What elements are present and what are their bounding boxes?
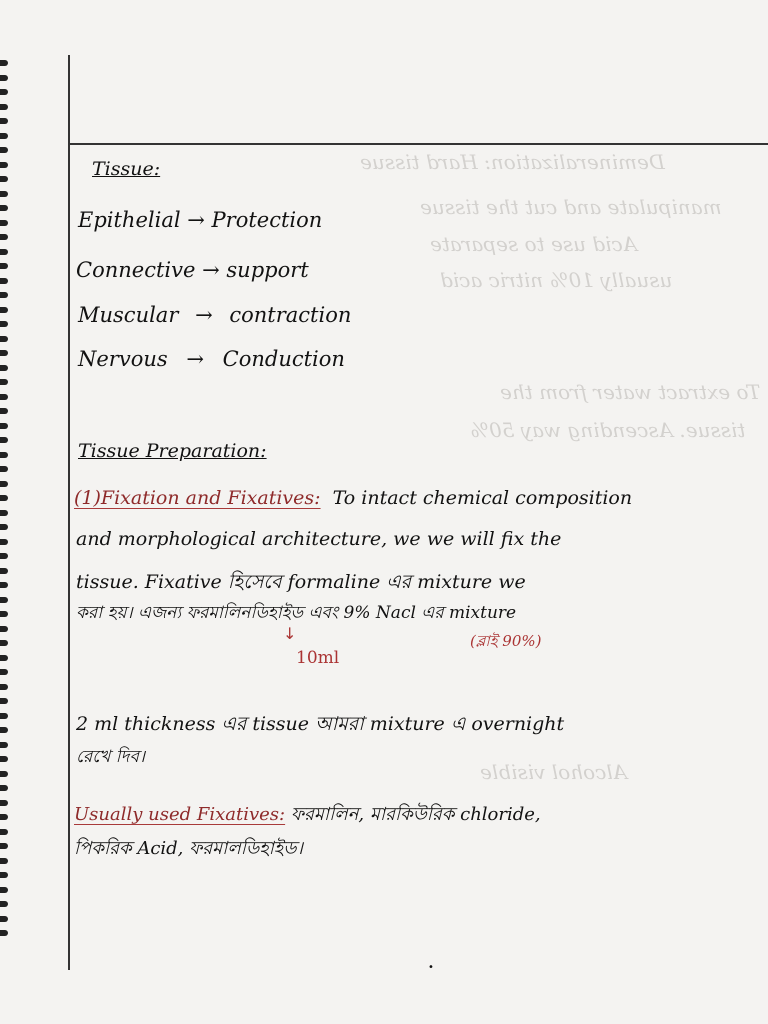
annotation-amount: 10ml (296, 648, 340, 668)
binding-hole (0, 423, 8, 429)
binding-hole (0, 481, 8, 487)
section-heading: Tissue: (92, 158, 161, 180)
tissue-name: Connective (76, 258, 196, 282)
ink-dot: • (428, 962, 434, 973)
binding-hole (0, 452, 8, 458)
binding-hole (0, 814, 8, 820)
fixation-line-4: করা হয়। এজন্য ফরমালিনডিহাইড এবং 9% Nacl এর mixture (76, 603, 517, 623)
binding-hole (0, 176, 8, 182)
binding-hole (0, 220, 8, 226)
binding-hole (0, 278, 8, 284)
binding-hole (0, 321, 8, 327)
binding-hole (0, 205, 8, 211)
binding-hole (0, 234, 8, 240)
bleed-through-text: Alcohol visible (480, 760, 628, 784)
binding-hole (0, 727, 8, 733)
annotation-side: (ব্লাই 90%) (470, 632, 542, 650)
usually-label: Usually used Fixatives: (74, 804, 286, 825)
binding-hole (0, 901, 8, 907)
fixation-text: To intact chemical composition (332, 487, 633, 509)
usually-text: ফরমালিন, মারকিউরিক chloride, (290, 804, 541, 825)
binding-hole (0, 466, 8, 472)
binding-hole (0, 292, 8, 298)
binding-hole (0, 60, 8, 66)
binding-hole (0, 524, 8, 530)
binding-hole (0, 626, 8, 632)
binding-hole (0, 611, 8, 617)
binding-hole (0, 582, 8, 588)
binding-hole (0, 568, 8, 574)
margin-line (68, 55, 70, 970)
binding-hole (0, 785, 8, 791)
tissue-type-item (76, 258, 309, 282)
binding-hole (0, 843, 8, 849)
fixation-title: (1)Fixation and Fixatives: (74, 487, 321, 509)
binding-hole (0, 379, 8, 385)
binding-hole (0, 800, 8, 806)
binding-hole (0, 89, 8, 95)
binding-hole (0, 495, 8, 501)
binding-hole (0, 147, 8, 153)
tissue-name: Nervous (78, 347, 168, 371)
binding-hole (0, 336, 8, 342)
binding-hole (0, 771, 8, 777)
header-rule (68, 143, 768, 145)
bleed-through-text: Acid use to separate (430, 232, 638, 256)
binding-hole (0, 756, 8, 762)
tissue-type-item (78, 347, 345, 371)
binding-hole (0, 408, 8, 414)
fixation-line-6: রেখে দিব। (76, 747, 145, 767)
binding-hole (0, 858, 8, 864)
arrow-icon: → (195, 303, 213, 327)
binding-hole (0, 162, 8, 168)
binding-hole (0, 887, 8, 893)
bleed-through-text: usually 10% nitric acid (440, 268, 673, 292)
binding-hole (0, 684, 8, 690)
binding-hole (0, 104, 8, 110)
binding-hole (0, 872, 8, 878)
binding-hole (0, 640, 8, 646)
down-arrow-icon: ↓ (283, 624, 297, 643)
fixation-line-2: and morphological architecture, we we will fix the (76, 528, 562, 550)
binding-hole (0, 829, 8, 835)
binding-hole (0, 437, 8, 443)
binding-hole (0, 655, 8, 661)
subsection-heading: Tissue Preparation: (78, 440, 267, 462)
binding-hole (0, 350, 8, 356)
binding-hole (0, 75, 8, 81)
binding-hole (0, 133, 8, 139)
binding-hole (0, 365, 8, 371)
tissue-name: Muscular (78, 303, 179, 327)
binding-hole (0, 249, 8, 255)
arrow-icon: → (187, 208, 205, 232)
bleed-through-text: manipulate and cut the tissue (420, 195, 722, 219)
binding-hole (0, 597, 8, 603)
spiral-binding (0, 60, 10, 960)
bleed-through-text: Demineralization: Hard tissue (360, 150, 665, 174)
tissue-role: Conduction (222, 347, 345, 371)
binding-hole (0, 118, 8, 124)
usually-line-1 (74, 800, 541, 831)
arrow-icon: → (186, 347, 204, 371)
binding-hole (0, 742, 8, 748)
binding-hole (0, 553, 8, 559)
binding-hole (0, 263, 8, 269)
usually-line-2: পিকরিক Acid, ফরমালডিহাইড। (74, 838, 303, 859)
binding-hole (0, 394, 8, 400)
tissue-role: Protection (211, 208, 323, 232)
fixation-line-5: 2 ml thickness এর tissue আমরা mixture এ overnight (76, 713, 565, 735)
bleed-through-text: To extract water from the (500, 380, 761, 404)
tissue-type-item (78, 303, 351, 327)
binding-hole (0, 669, 8, 675)
tissue-type-item (78, 208, 322, 232)
binding-hole (0, 539, 8, 545)
binding-hole (0, 510, 8, 516)
binding-hole (0, 191, 8, 197)
tissue-role: contraction (229, 303, 352, 327)
fixation-line-1 (74, 487, 632, 509)
binding-hole (0, 713, 8, 719)
tissue-role: support (226, 258, 309, 282)
arrow-icon: → (202, 258, 220, 282)
binding-hole (0, 307, 8, 313)
binding-hole (0, 698, 8, 704)
tissue-name: Epithelial (78, 208, 181, 232)
bleed-through-text: tissue. Ascending way 50% (470, 418, 746, 442)
fixation-line-3: tissue. Fixative হিসেবে formaline এর mixture we (76, 571, 526, 593)
binding-hole (0, 916, 8, 922)
binding-hole (0, 930, 8, 936)
